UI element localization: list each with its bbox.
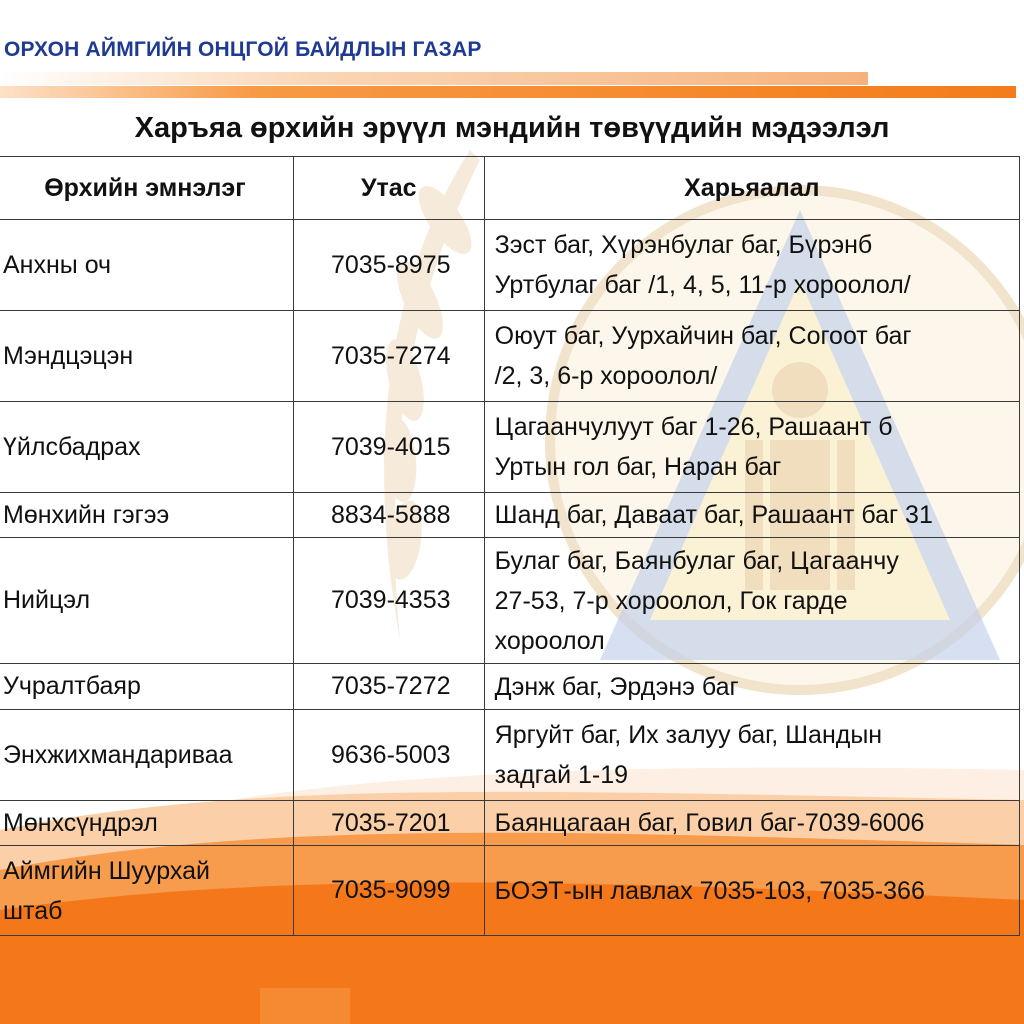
area-coverage (484, 402, 1019, 493)
clinic-name (0, 846, 293, 936)
phone-number: 9636-5003 (293, 710, 484, 801)
header-accent-bar (0, 86, 1016, 98)
clinic-table (0, 156, 1020, 936)
clinic-name: Нийцэл (0, 538, 293, 664)
phone-number: 7035-8975 (293, 220, 484, 311)
area-line: Оюут баг, Уурхайчин баг, Согоот баг (494, 322, 912, 350)
phone-number: 7035-9099 (293, 846, 484, 936)
table-row (0, 538, 1020, 664)
organization-title: ОРХОН АЙМГИЙН ОНЦГОЙ БАЙДЛЫН ГАЗАР (4, 38, 482, 61)
table-row (0, 846, 1020, 936)
phone-number: 8834-5888 (293, 493, 484, 538)
area-line: Уртбулаг баг /1, 4, 5, 11-р хороолол/ (494, 271, 911, 299)
area-coverage (484, 801, 1019, 846)
table-header-row (0, 157, 1020, 220)
clinic-name: Үйлсбадрах (0, 402, 293, 493)
area-line: Баянцагаан баг, Говил баг-7039-6006 (494, 809, 925, 837)
area-line: Булаг баг, Баянбулаг баг, Цагаанчу (494, 546, 899, 575)
table-row (0, 220, 1020, 311)
area-coverage (484, 220, 1019, 311)
page-title: Харъяа өрхийн эрүүл мэндийн төвүүдийн мэдээлэл (134, 112, 890, 144)
phone-number: 7039-4353 (293, 538, 484, 664)
area-coverage (484, 538, 1019, 664)
area-coverage (484, 846, 1019, 936)
clinic-name: Учралтбаяр (0, 664, 293, 710)
area-line: Зэст баг, Хүрэнбулаг баг, Бүрэнб (494, 231, 873, 259)
phone-number: 7039-4015 (293, 402, 484, 493)
area-line: Шанд баг, Даваат баг, Рашаант баг 31 (494, 501, 933, 529)
area-line: хороолол (494, 626, 605, 655)
clinic-name-line: штаб (3, 896, 63, 925)
header-accent-bar-light (0, 72, 868, 85)
clinic-name: Мөнхийн гэгээ (0, 493, 293, 538)
table-row (0, 710, 1020, 801)
clinic-name-line: Аймгийн Шуурхай (3, 856, 210, 885)
column-header-clinic: Өрхийн эмнэлэг (0, 157, 293, 220)
table-row (0, 402, 1020, 493)
table-row (0, 311, 1020, 402)
clinic-name: Мөнхсүндрэл (0, 801, 293, 846)
area-coverage (484, 311, 1019, 402)
clinic-name: Энхжихмандариваа (0, 710, 293, 801)
area-line: Яргуйт баг, Их залуу баг, Шандын (494, 721, 883, 749)
phone-number: 7035-7272 (293, 664, 484, 710)
phone-number: 7035-7274 (293, 311, 484, 402)
area-coverage (484, 710, 1019, 801)
table-row (0, 801, 1020, 846)
phone-number: 7035-7201 (293, 801, 484, 846)
column-header-area: Харьяалал (484, 157, 1019, 220)
area-line: 27-53, 7-р хороолол, Гок гарде (494, 586, 848, 615)
area-line: задгай 1-19 (494, 761, 629, 789)
area-line: БОЭТ-ын лавлах 7035-103, 7035-366 (494, 876, 925, 905)
area-line: /2, 3, 6-р хороолол/ (494, 362, 718, 390)
clinic-name: Мэндцэцэн (0, 311, 293, 402)
table-row (0, 493, 1020, 538)
area-line: Уртын гол баг, Наран баг (494, 453, 782, 481)
column-header-phone: Утас (293, 157, 484, 220)
area-line: Дэнж баг, Эрдэнэ баг (494, 672, 739, 701)
area-line: Цагаанчулуут баг 1-26, Рашаант б (494, 413, 893, 441)
area-coverage (484, 493, 1019, 538)
clinic-name: Анхны оч (0, 220, 293, 311)
table-row (0, 664, 1020, 710)
area-coverage (484, 664, 1019, 710)
